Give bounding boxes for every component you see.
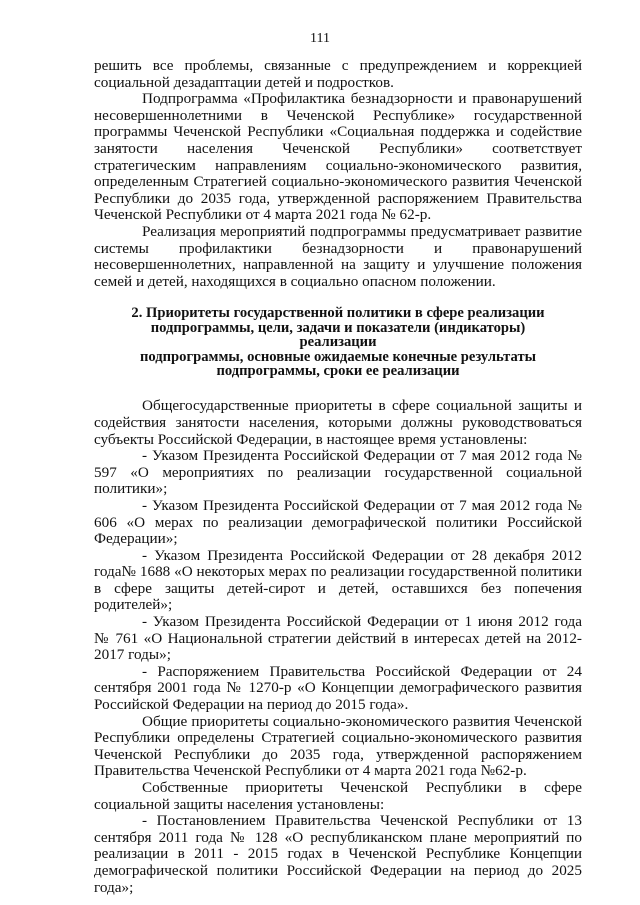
list-item-decree-606: - Указом Президента Российской Федерации от 7 мая 2012 года № 606 «О мерах по реализации демографической политики Российской Федерации»; (94, 496, 582, 548)
section-heading-line-4: подпрограммы, сроки ее реализации (216, 362, 460, 379)
paragraph-subprogram-implementation: Реализация мероприятий подпрограммы предусматривает развитие системы профилактики безнадзорности и правонарушений несовершеннолетних, направленной на защиту и улучшение положения семей и детей, находящихся в социально опасном положении. (94, 222, 582, 290)
section-heading-line-1: 2. Приоритеты государственной политики в сфере реализации (131, 305, 545, 322)
section-heading-line-2: подпрограммы, цели, задачи и показатели (индикаторы) реализации (150, 319, 526, 351)
list-item-decree-761: - Указом Президента Российской Федерации от 1 июня 2012 года № 761 «О Национальной стратегии действий в интересах детей на 2012-2017 годы»; (94, 613, 582, 664)
paragraph-federal-priorities: Общегосударственные приоритеты в сфере социальной защиты и содействия занятости населения, которыми должны руководствоваться субъекты Российской Федерации, в настоящее время установлены: (94, 397, 582, 448)
list-item-resolution-128: - Постановлением Правительства Чеченской Республики от 13 сентября 2011 года № 128 «О республиканском плане мероприятий по реализации в 2011 - 2015 годах в Чеченской Республике Концепции демографической политики Российской Федерации на период до 2025 года»; (94, 812, 582, 896)
paragraph-continuation: решить все проблемы, связанные с предупреждением и коррекцией социальной дезадаптации детей и подростков. (94, 57, 582, 91)
section-heading-line-3: подпрограммы, основные ожидаемые конечные результаты (139, 348, 537, 365)
document-body (94, 58, 582, 896)
list-item-decree-597: - Указом Президента Российской Федерации от 7 мая 2012 года № 597 «О мероприятиях по реализации государственной социальной политики»; (94, 447, 582, 498)
list-item-decree-1688: - Указом Президента Российской Федерации от 28 декабря 2012 года№ 1688 «О некоторых мерах по реализации государственной политики в сфере защиты детей-сирот и детей, оставшихся без попечения родителей»; (94, 546, 582, 614)
paragraph-subprogram-compliance: Подпрограмма «Профилактика безнадзорности и правонарушений несовершеннолетними в Чеченской Республике» государственной программы Чеченской Республики «Социальная поддержка и содействие занятости населения Чеченской Республики» соответствует стратегическим направлениям социально-экономического развития, определенным Стратегией социально-экономического развития Чеченской Республики до 2035 года, утвержденной распоряжением Правительства Чеченской Республики от 4 марта 2021 года № 62-р. (94, 90, 582, 224)
paragraph-own-priorities: Собственные приоритеты Чеченской Республики в сфере социальной защиты населения установлены: (94, 779, 582, 813)
page-number: 111 (310, 31, 330, 46)
list-item-order-1270: - Распоряжением Правительства Российской Федерации от 24 сентября 2001 года № 1270-р «О Концепции демографического развития Российской Федерации на период до 2015 года». (94, 662, 582, 714)
paragraph-regional-priorities: Общие приоритеты социально-экономического развития Чеченской Республики определены Стратегией социально-экономического развития Чеченской Республики до 2035 года, утвержденной распоряжением Правительства Чеченской Республики от 4 марта 2021 года №62-р. (94, 712, 582, 780)
section-heading (94, 306, 582, 378)
